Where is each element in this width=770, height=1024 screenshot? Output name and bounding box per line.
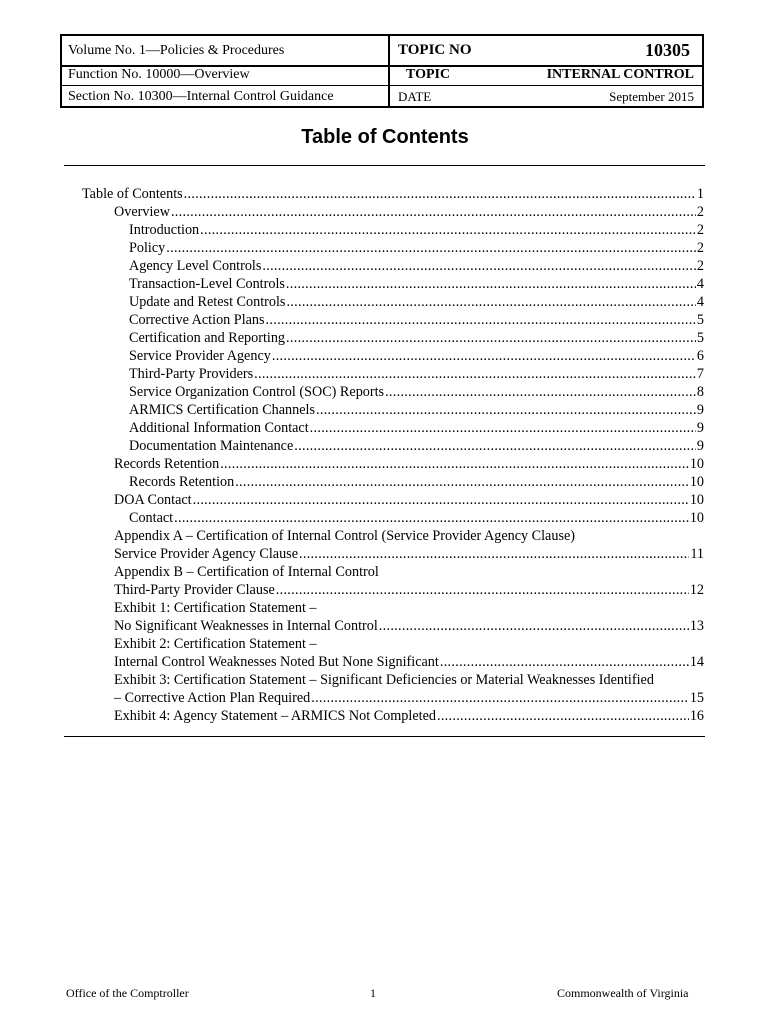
toc-entry[interactable]: Policy ..... 2 — [129, 240, 704, 258]
toc-entry[interactable]: DOA Contact ..... 10 — [114, 492, 704, 510]
footer-page-number: 1 — [370, 986, 376, 1000]
toc-entry[interactable]: Records Retention ..... 10 — [129, 474, 704, 492]
toc-entry[interactable]: ARMICS Certification Channels ..... 9 — [129, 402, 704, 420]
toc-entry[interactable]: Contact ..... 10 — [129, 510, 704, 528]
footer-left: Office of the Comptroller — [66, 986, 189, 1000]
toc-entry[interactable]: Agency Level Controls ..... 2 — [129, 258, 704, 276]
toc-entry[interactable]: No Significant Weaknesses in Internal Control ..... 13 — [114, 618, 704, 636]
toc-entry[interactable]: Overview ..... 2 — [114, 204, 704, 222]
section-cell: Section No. 10300—Internal Control Guidance — [62, 86, 390, 108]
toc-entry[interactable]: Third-Party Providers ..... 7 — [129, 366, 704, 384]
date-label: DATE — [398, 89, 432, 104]
toc-entry[interactable]: Service Organization Control (SOC) Reports ..... 8 — [129, 384, 704, 402]
function-cell: Function No. 10000—Overview — [62, 65, 390, 85]
footer-right: Commonwealth of Virginia — [557, 986, 689, 1000]
toc-entry[interactable]: Additional Information Contact ..... 9 — [129, 420, 704, 438]
topic-no-value: 10305 — [645, 40, 690, 60]
toc-entry[interactable]: Corrective Action Plans ..... 5 — [129, 312, 704, 330]
toc-entry[interactable]: Service Provider Agency ..... 6 — [129, 348, 704, 366]
toc-entry[interactable]: Service Provider Agency Clause ..... 11 — [114, 546, 704, 564]
toc-entry[interactable]: Certification and Reporting ..... 5 — [129, 330, 704, 348]
toc-entry[interactable]: Update and Retest Controls ..... 4 — [129, 294, 704, 312]
toc-entry[interactable]: – Corrective Action Plan Required ..... 15 — [114, 690, 704, 708]
toc-entry-heading[interactable]: Exhibit 3: Certification Statement – Significant Deficiencies or Material Weaknesses Identified — [114, 672, 654, 688]
top-divider — [64, 165, 705, 166]
toc-entry-heading[interactable]: Appendix B – Certification of Internal Control — [114, 564, 379, 580]
toc-entry[interactable]: Internal Control Weaknesses Noted But None Significant ..... 14 — [114, 654, 704, 672]
date-value: September 2015 — [609, 89, 694, 104]
toc-entry[interactable]: Transaction-Level Controls ..... 4 — [129, 276, 704, 294]
toc-entry-heading[interactable]: Exhibit 1: Certification Statement – — [114, 600, 317, 616]
bottom-divider — [64, 736, 705, 737]
header-table — [60, 34, 704, 108]
volume-cell: Volume No. 1—Policies & Procedures — [62, 36, 390, 65]
toc-entry-heading[interactable]: Appendix A – Certification of Internal Control (Service Provider Agency Clause) — [114, 528, 575, 544]
toc-entry[interactable]: Third-Party Provider Clause ..... 12 — [114, 582, 704, 600]
toc-entry[interactable]: Records Retention ..... 10 — [114, 456, 704, 474]
topic-label: TOPIC — [406, 67, 451, 82]
page-title: Table of Contents — [301, 126, 469, 148]
toc-entry[interactable]: Introduction ..... 2 — [129, 222, 704, 240]
toc-entry[interactable]: Documentation Maintenance ..... 9 — [129, 438, 704, 456]
toc-entry[interactable]: Table of Contents ..... 1 — [82, 186, 704, 204]
topic-no-label: TOPIC NO — [398, 42, 472, 58]
toc-entry-heading[interactable]: Exhibit 2: Certification Statement – — [114, 636, 317, 652]
toc-entry[interactable]: Exhibit 4: Agency Statement – ARMICS Not Completed ..... 16 — [114, 708, 704, 726]
topic-value: INTERNAL CONTROL — [546, 67, 694, 82]
